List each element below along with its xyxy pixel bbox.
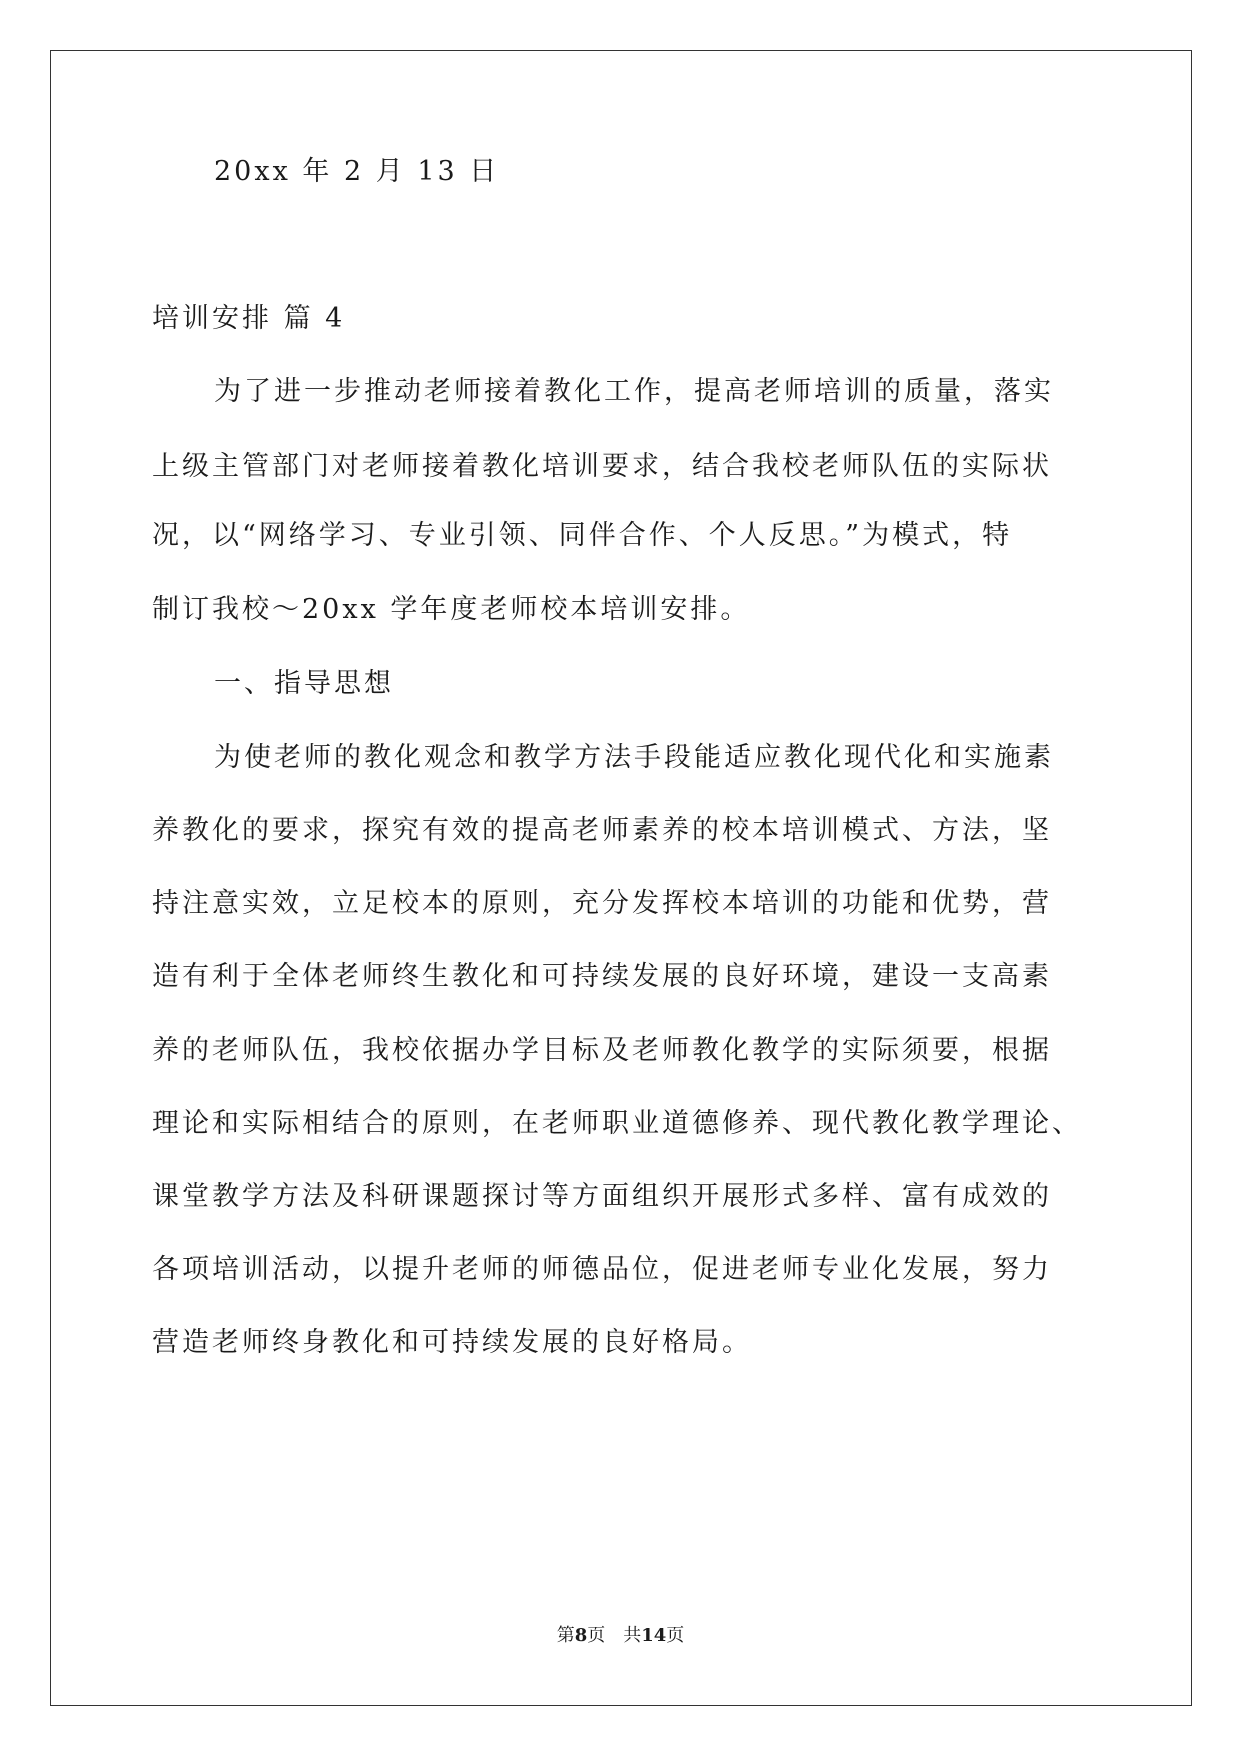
page-number-suffix: 页 [587,1625,606,1646]
page-border [50,50,1192,1706]
paragraph-line: 课堂教学方法及科研课题探讨等方面组织开展形式多样、富有成效的 [152,1181,1052,1212]
page-number-prefix: 第 [556,1625,575,1646]
paragraph-line: 况，以“网络学习、专业引领、同伴合作、个人反思。”为模式，特 [152,520,1013,551]
paragraph-line: 营造老师终身教化和可持续发展的良好格局。 [152,1327,752,1358]
section-title: 培训安排 篇 4 [152,303,346,334]
paragraph-line: 造有利于全体老师终生教化和可持续发展的良好环境，建设一支高素 [152,961,1052,992]
date-line: 20xx 年 2 月 13 日 [214,156,500,187]
page-total-suffix: 页 [666,1625,685,1646]
paragraph-line: 理论和实际相结合的原则，在老师职业道德修养、现代教化教学理论、 [152,1108,1082,1139]
paragraph-line: 上级主管部门对老师接着教化培训要求，结合我校老师队伍的实际状 [152,451,1052,482]
page-footer [0,1627,1241,1645]
paragraph-line: 制订我校～20xx 学年度老师校本培训安排。 [152,594,751,625]
paragraph-line: 为使老师的教化观念和教学方法手段能适应教化现代化和实施素 [214,742,1054,773]
section-heading: 一、指导思想 [214,668,394,699]
paragraph-line: 养教化的要求，探究有效的提高老师素养的校本培训模式、方法，坚 [152,815,1052,846]
paragraph-line: 为了进一步推动老师接着教化工作，提高老师培训的质量，落实 [214,376,1054,407]
paragraph-line: 各项培训活动，以提升老师的师德品位，促进老师专业化发展，努力 [152,1254,1052,1285]
page-number: 8 [574,1625,588,1646]
page-total: 14 [641,1625,667,1646]
paragraph-line: 持注意实效，立足校本的原则，充分发挥校本培训的功能和优势，营 [152,888,1052,919]
paragraph-line: 养的老师队伍，我校依据办学目标及老师教化教学的实际须要，根据 [152,1035,1052,1066]
page-total-prefix: 共 [623,1625,642,1646]
